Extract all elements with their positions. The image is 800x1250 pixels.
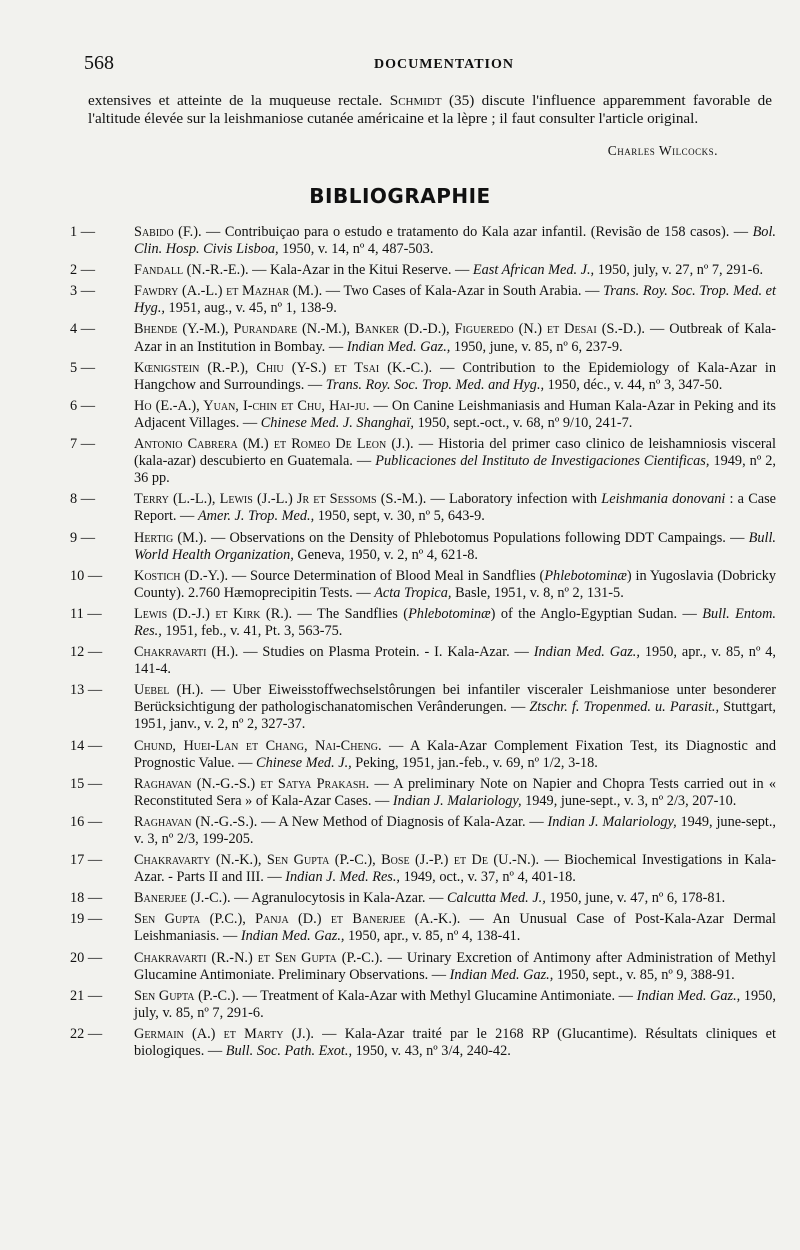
entry-journal: Chinese Med. J.,	[256, 754, 352, 771]
entry-title: — Treatment of Kala-Azar with Methyl Glucamine Antimoniate. —	[239, 987, 637, 1004]
entry-number: 10 —	[70, 567, 103, 584]
entry-number: 18 —	[70, 890, 103, 907]
entry-title-italic: Phlebotominæ	[544, 567, 627, 584]
entry-details: 1950, sept., v. 85, nº 9, 388-91.	[553, 966, 735, 983]
entry-title: — Observations on the Density of Phlebotomus Populations following DDT Campaings. —	[206, 529, 749, 546]
entry-authors: Kostich (D.-Y.).	[134, 567, 229, 584]
entry-number: 21 —	[70, 987, 103, 1004]
entry-journal: Trans. Roy. Soc. Trop. Med. and Hyg.,	[325, 376, 545, 393]
entry-journal: East African Med. J.,	[472, 262, 595, 279]
entry-title: — Urinary Excretion of Antimony after Administration of Methyl Glucamine Antimoniate. Preliminary Observations. —	[134, 949, 777, 983]
entry-title: — Contribuiçao para o estudo e tratamento do Kala azar infantil. (Revisão de 158 casos). —	[201, 224, 753, 240]
entry-number: 14 —	[70, 737, 103, 754]
intro-paragraph	[88, 92, 772, 127]
bibliography-entry	[0, 738, 800, 772]
bibliography-entry	[0, 568, 800, 602]
entry-number: 16 —	[70, 813, 103, 830]
entry-title: — Outbreak of Kala-Azar in an Institution in Bombay. —	[134, 321, 776, 355]
entry-text	[134, 530, 776, 564]
bibliography-entry	[0, 606, 800, 640]
entry-authors: Germain (A.) et Marty (J.).	[134, 1025, 314, 1042]
entry-authors: Chakravarty (N.-K.), Sen Gupta (P.-C.), Bose (J.-P.) et De (U.-N.).	[134, 852, 540, 869]
bibliography-entry	[0, 776, 800, 810]
bibliography-entry	[0, 360, 800, 394]
entry-text	[134, 682, 776, 733]
entry-text	[134, 262, 776, 279]
entry-details: 1950, apr., v. 85, nº 4, 141-4.	[134, 644, 776, 678]
entry-details: Basle, 1951, v. 8, nº 2, 131-5.	[451, 584, 624, 601]
entry-authors: Ho (E.-A.), Yuan, I-chin et Chu, Hai-ju.	[134, 397, 370, 414]
entry-authors: Hertig (M.).	[134, 529, 207, 546]
entry-title: — Studies on Plasma Protein. - I. Kala-Azar. —	[238, 644, 534, 661]
entry-details: 1951, feb., v. 41, Pt. 3, 563-75.	[161, 622, 343, 639]
entry-authors: Raghavan (N.-G.-S.).	[134, 813, 258, 830]
entry-text	[134, 224, 776, 258]
entry-text	[134, 283, 776, 317]
entry-details: 1950, déc., v. 44, nº 3, 347-50.	[544, 376, 723, 393]
entry-text	[134, 814, 776, 848]
entry-title: — An Unusual Case of Post-Kala-Azar Dermal Leishmaniasis. —	[134, 911, 776, 945]
entry-text	[134, 321, 776, 355]
entry-journal: Indian Med. Gaz.,	[240, 928, 345, 945]
entry-journal: Indian J. Malariology,	[547, 813, 677, 830]
entry-title: — Laboratory infection with	[426, 491, 602, 508]
entry-authors: Raghavan (N.-G.-S.) et Satya Prakash.	[134, 775, 370, 792]
bibliography-entry	[0, 890, 800, 907]
entry-number: 15 —	[70, 775, 103, 792]
entry-number: 1 —	[70, 224, 96, 240]
entry-number: 4 —	[70, 321, 96, 338]
entry-text	[134, 911, 776, 945]
entry-title: — A Kala-Azar Complement Fixation Test, its Diagnostic and Prognostic Value. —	[134, 737, 777, 771]
section-title: BIBLIOGRAPHIE	[309, 184, 491, 208]
entry-title: — Contribution to the Epidemiology of Kala-Azar in Hangchow and Surroundings. —	[134, 359, 776, 393]
entry-title-cont: ) in Yugoslavia (Dobricky County). 2.760 Hæmoprecipitin Tests. —	[134, 567, 777, 601]
entry-journal: Indian J. Malariology,	[392, 792, 522, 809]
entry-title: — Biochemical Investigations in Kala-Azar. - Parts II and III. —	[134, 852, 776, 886]
entry-authors: Chakravarti (H.).	[134, 644, 239, 661]
entry-text	[134, 890, 776, 907]
bibliography-entry	[0, 852, 800, 886]
entry-details: 1951, aug., v. 45, nº 1, 138-9.	[164, 300, 337, 317]
entry-text	[134, 436, 776, 487]
entry-title: — Source Determination of Blood Meal in Sandflies (	[228, 567, 545, 584]
entry-title: — Historia del primer caso clinico de leishamniosis visceral (kala-azar) descubierto en Guatemala. —	[134, 436, 776, 470]
entry-details: Peking, 1951, jan.-feb., v. 69, nº 1/2, 3-18.	[351, 754, 598, 771]
entry-title-cont: : a Case Report. —	[134, 491, 776, 525]
bibliography-entry	[0, 814, 800, 848]
entry-details: 1950, apr., v. 85, nº 4, 138-41.	[344, 928, 521, 945]
bibliography-entry	[0, 644, 800, 678]
signature: Charles Wilcocks.	[607, 143, 718, 158]
entry-number: 5 —	[70, 359, 96, 376]
entry-journal: Bull. World Health Organization,	[134, 529, 776, 563]
entry-journal: Trans. Roy. Soc. Trop. Med. et Hyg.,	[134, 283, 777, 317]
entry-authors: Terry (L.-L.), Lewis (J.-L.) Jr et Sessoms (S.-M.).	[134, 491, 427, 508]
intro-text-after: (35) discute l'influence apparemment favorable de l'altitude élevée sur la leishmaniose cutanée américaine et la lèpre ; il faut consulter l'article original.	[88, 92, 772, 127]
bibliography-entry	[0, 321, 800, 355]
entry-title: — On Canine Leishmaniasis and Human Kala-Azar in Peking and its Adjacent Villages. —	[134, 397, 776, 431]
intro-author: Schmidt	[389, 92, 442, 109]
entry-details: 1950, june, v. 85, nº 6, 237-9.	[450, 338, 623, 355]
entry-number: 13 —	[70, 682, 103, 699]
entry-title: — Agranulocytosis in Kala-Azar. —	[230, 890, 447, 907]
entry-text	[134, 398, 776, 432]
entry-authors: Kœnigstein (R.-P.), Chiu (Y-S.) et Tsai (K.-C.).	[134, 359, 433, 376]
entry-details: 1949, june-sept., v. 3, nº 2/3, 199-205.	[134, 813, 776, 847]
entry-text	[134, 491, 776, 525]
entry-details: 1950, v. 43, nº 3/4, 240-42.	[352, 1043, 511, 1060]
entry-title: — Uber Eiweisstoffwechselstôrungen bei infantiler visceraler Leishmaniose unter besonderer Berücksichtigung der pathologischanatomischen Verânderungen. —	[134, 682, 776, 716]
bibliography-entry	[0, 682, 800, 733]
bibliography-entry	[0, 436, 800, 487]
entry-text	[134, 950, 776, 984]
entry-details: 1949, june-sept., v. 3, nº 2/3, 207-10.	[521, 792, 737, 809]
entry-details: 1950, july, v. 27, nº 7, 291-6.	[594, 262, 764, 279]
entry-details: 1950, sept.-oct., v. 68, nº 9/10, 241-7.	[414, 414, 633, 431]
bibliography-entry	[0, 491, 800, 525]
entry-journal: Indian Med. Gaz.,	[449, 966, 554, 983]
entry-authors: Sen Gupta (P.C.), Panja (D.) et Banerjee (A.-K.).	[134, 911, 461, 928]
page-number: 568	[84, 52, 114, 74]
page-header	[84, 52, 744, 78]
bibliography-entry	[0, 950, 800, 984]
bibliography-list	[0, 224, 800, 1064]
entry-text	[134, 1026, 776, 1060]
entry-number: 6 —	[70, 397, 96, 414]
entry-journal: Indian Med. Gaz.,	[346, 338, 451, 355]
entry-journal: Bull. Entom. Res.,	[134, 605, 776, 639]
entry-number: 2 —	[70, 262, 96, 279]
bibliography-entry	[0, 283, 800, 317]
entry-text	[134, 852, 776, 886]
entry-title: — Two Cases of Kala-Azar in South Arabia. —	[322, 283, 604, 300]
entry-journal: Indian Med. Gaz.,	[533, 644, 640, 661]
entry-details: 1950, sept, v. 30, nº 5, 643-9.	[314, 508, 485, 525]
bibliography-entry	[0, 224, 800, 258]
entry-details: 1950, july, v. 85, nº 7, 291-6.	[134, 987, 777, 1021]
entry-number: 9 —	[70, 529, 96, 546]
entry-authors: Sen Gupta (P.-C.).	[134, 987, 239, 1004]
entry-text	[134, 606, 776, 640]
entry-journal: Chinese Med. J. Shanghaï,	[260, 414, 414, 431]
entry-number: 3 —	[70, 283, 96, 300]
entry-number: 20 —	[70, 949, 103, 966]
entry-details: Geneva, 1950, v. 2, nº 4, 621-8.	[293, 546, 478, 563]
entry-journal: Publicaciones del Instituto de Investigaciones Cientificas,	[375, 453, 710, 470]
entry-title-cont: ) of the Anglo-Egyptian Sudan. —	[490, 605, 703, 622]
entry-details: 1950, june, v. 47, nº 6, 178-81.	[545, 890, 726, 907]
entry-text	[134, 360, 776, 394]
entry-journal: Calcutta Med. J.,	[446, 890, 546, 907]
entry-authors: Banerjee (J.-C.).	[134, 890, 231, 907]
entry-text	[134, 568, 776, 602]
running-head: DOCUMENTATION	[373, 57, 515, 72]
entry-authors: Lewis (D.-J.) et Kirk (R.).	[134, 605, 293, 622]
bibliography-entry	[0, 1026, 800, 1060]
entry-number: 17 —	[70, 852, 103, 869]
entry-journal: Indian Med. Gaz.,	[636, 987, 741, 1004]
entry-authors: Uebel (H.).	[134, 682, 204, 699]
entry-text	[134, 988, 776, 1022]
entry-details: 1949, oct., v. 37, nº 4, 401-18.	[400, 869, 576, 886]
entry-authors: Chakravarti (R.-N.) et Sen Gupta (P.-C.).	[134, 949, 383, 966]
entry-journal: Indian J. Med. Res.,	[285, 869, 401, 886]
entry-title: — The Sandflies (	[292, 605, 409, 622]
entry-authors: Chund, Huei-Lan et Chang, Nai-Cheng.	[134, 737, 382, 754]
bibliography-entry	[0, 988, 800, 1022]
entry-authors: Bhende (Y.-M.), Purandare (N.-M.), Banker (D.-D.), Figueredo (N.) et Desai (S.-D.).	[134, 321, 645, 338]
entry-journal: Acta Tropica,	[374, 584, 452, 601]
intro-text-before: extensives et atteinte de la muqueuse rectale.	[88, 92, 390, 109]
entry-authors: Fandall (N.-R.-E.).	[134, 262, 249, 279]
entry-journal: Ztschr. f. Tropenmed. u. Parasit.,	[529, 699, 720, 716]
entry-journal: Amer. J. Trop. Med.,	[197, 508, 315, 525]
entry-number: 7 —	[70, 436, 96, 453]
entry-authors: Antonio Cabrera (M.) et Romeo De Leon (J.).	[134, 436, 414, 453]
entry-title: — Kala-Azar in the Kitui Reserve. —	[248, 262, 473, 279]
entry-number: 22 —	[70, 1025, 103, 1042]
bibliography-entry	[0, 911, 800, 945]
entry-details: 1949, nº 2, 36 pp.	[134, 453, 777, 487]
entry-title-italic: Phlebotominæ	[408, 605, 491, 622]
entry-text	[134, 776, 776, 810]
entry-title: — A New Method of Diagnosis of Kala-Azar. —	[257, 813, 548, 830]
bibliography-entry	[0, 530, 800, 564]
entry-title: — Kala-Azar traité par le 2168 RP (Glucantime). Résultats cliniques et biologiques. —	[134, 1025, 776, 1060]
entry-number: 8 —	[70, 491, 96, 508]
entry-text	[134, 738, 776, 772]
entry-title-italic: Leishmania donovani	[601, 491, 726, 508]
entry-number: 19 —	[70, 911, 103, 928]
entry-text	[134, 644, 776, 678]
entry-details: 1950, v. 14, nº 4, 487-503.	[278, 241, 434, 258]
entry-title: — A preliminary Note on Napier and Chopra Tests carried out in « Reconstituted Sera » of Kala-Azar Cases. —	[134, 775, 777, 809]
entry-authors: Fawdry (A.-L.) et Mazhar (M.).	[134, 283, 323, 300]
entry-number: 12 —	[70, 644, 103, 661]
entry-journal: Bull. Soc. Path. Exot.,	[225, 1043, 353, 1060]
bibliography-entry	[0, 398, 800, 432]
bibliography-entry	[0, 262, 800, 279]
entry-number: 11 —	[70, 605, 102, 622]
entry-journal: Bol. Clin. Hosp. Civis Lisboa,	[134, 224, 776, 258]
entry-details: Stuttgart, 1951, janv., v. 2, nº 2, 327-37.	[134, 699, 776, 733]
entry-authors: Sabido (F.).	[134, 224, 202, 240]
